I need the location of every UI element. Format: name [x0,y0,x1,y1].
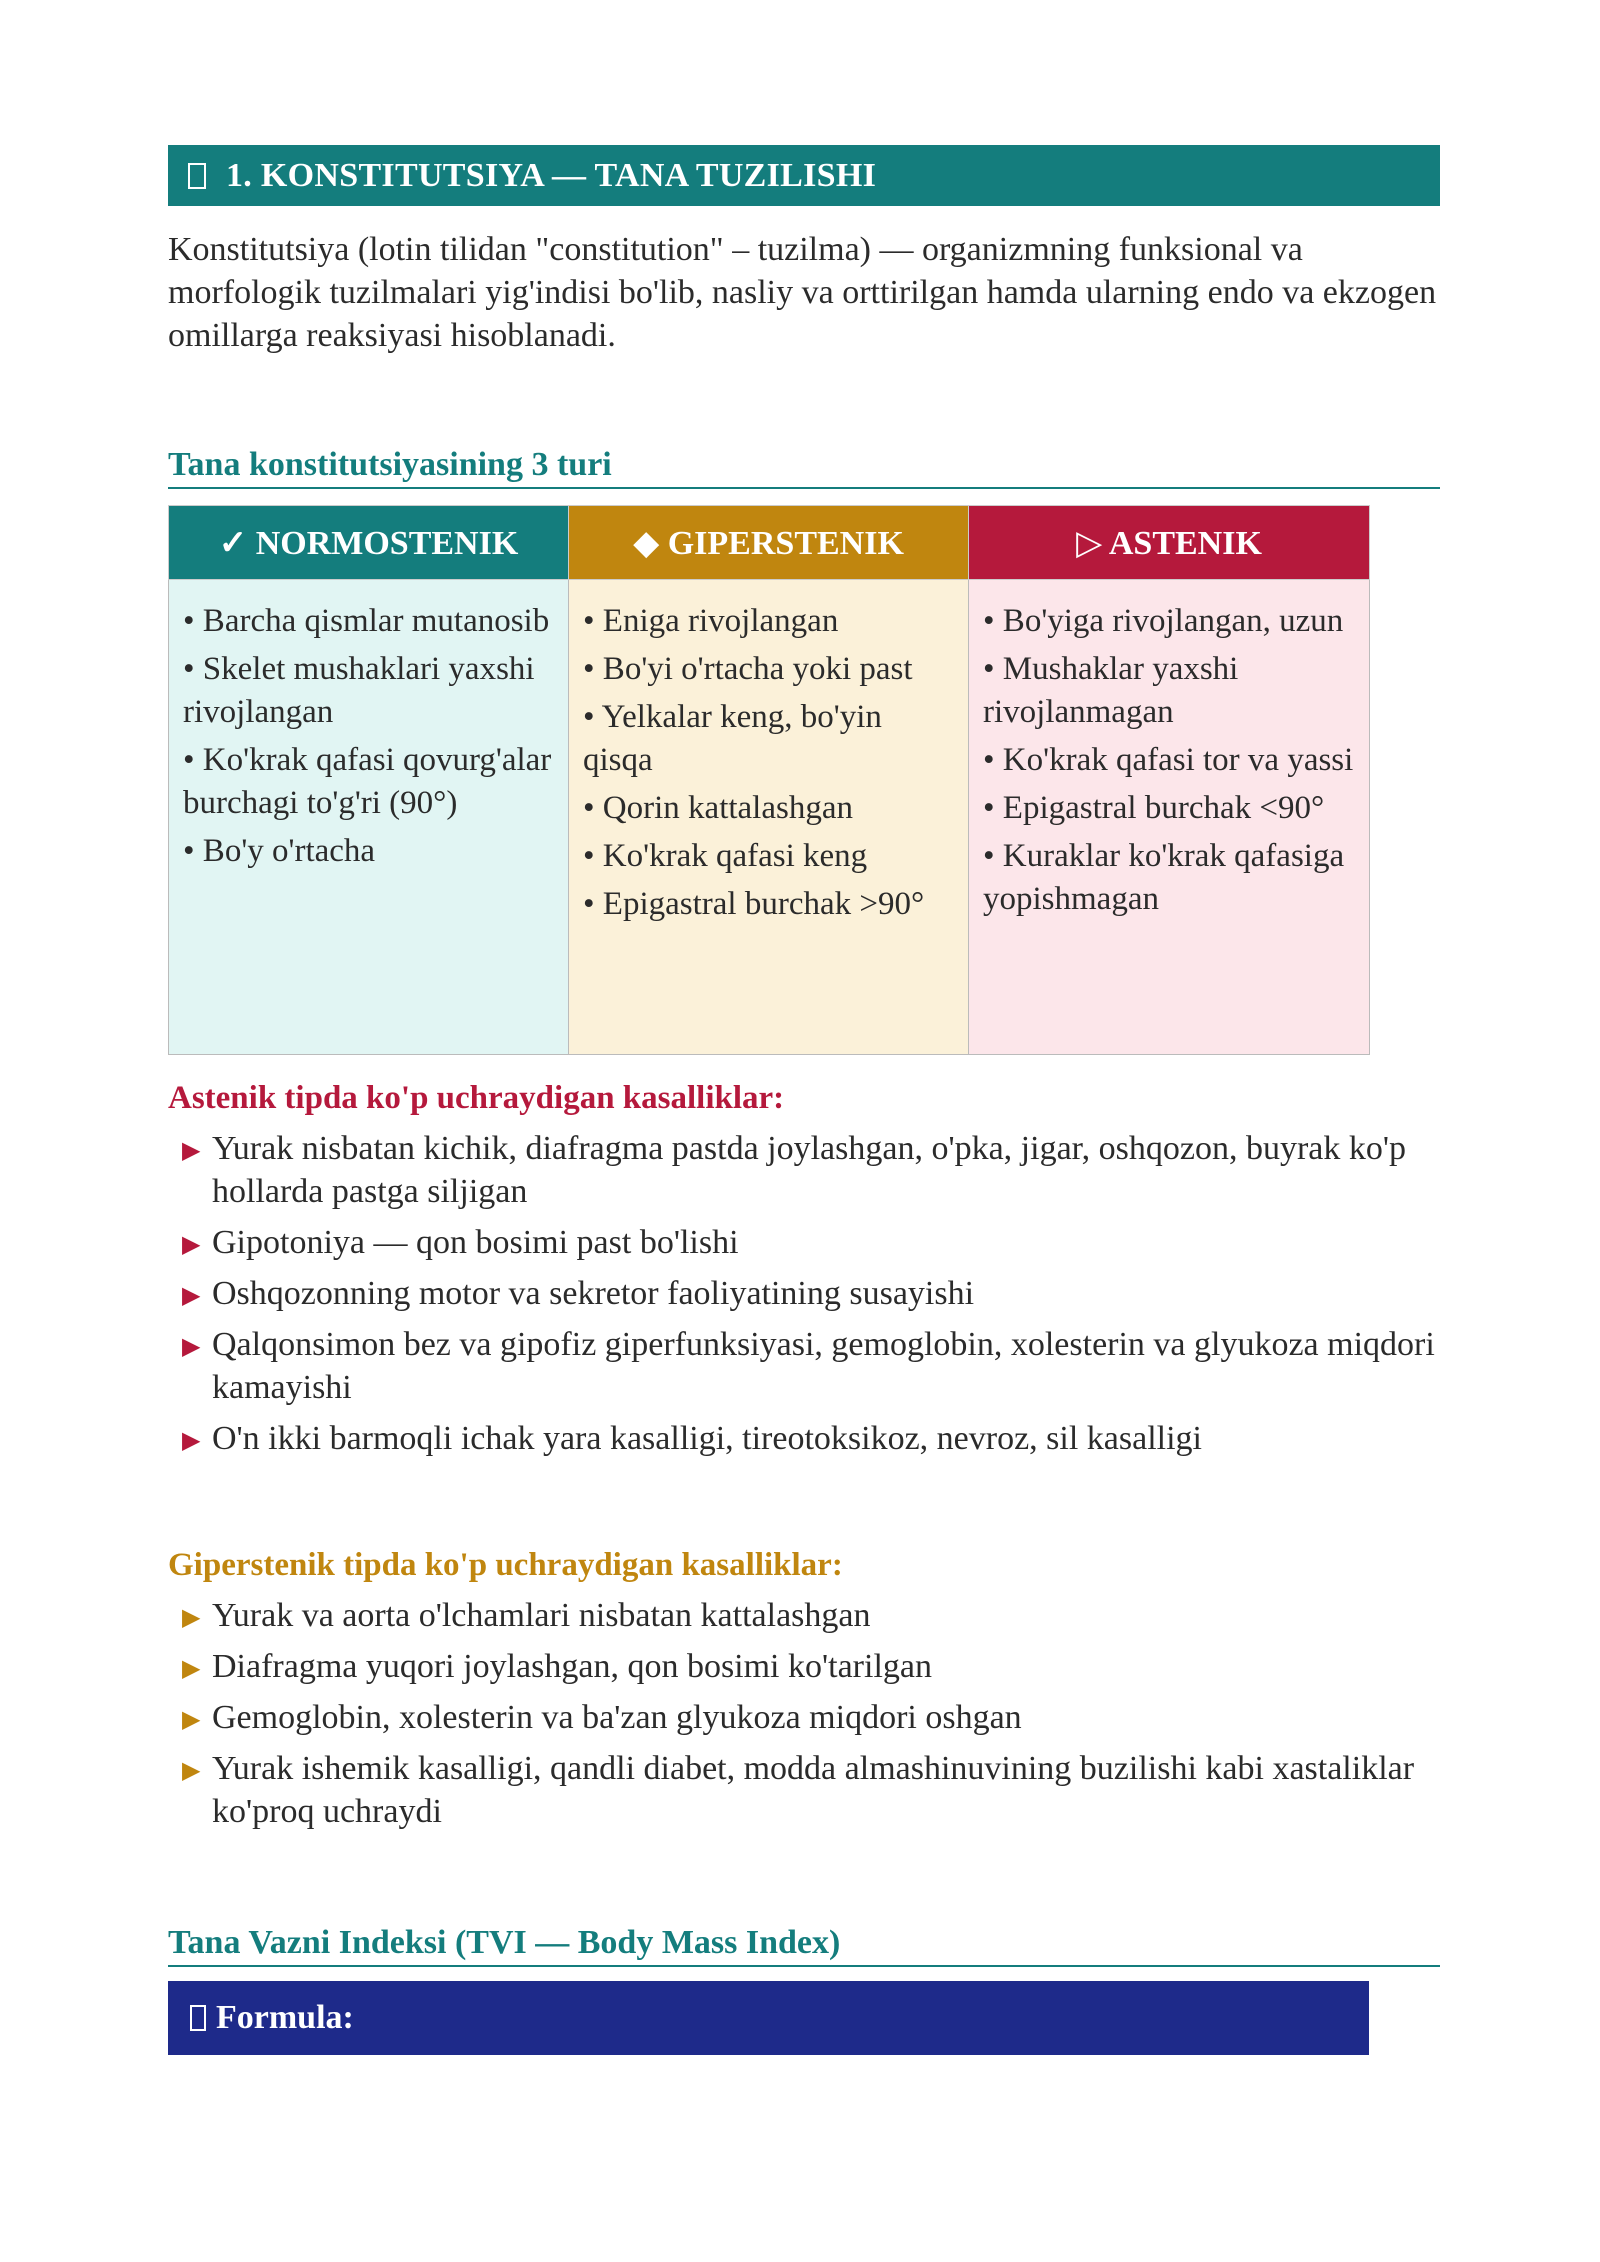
giperstenik-cell [569,580,969,1055]
normostenik-item: • Skelet mushaklari yaxshi rivojlangan [183,651,535,730]
list-item [168,1127,1440,1213]
giperstenik-diseases-list [168,1594,1440,1833]
astenik-item: • Mushaklar yaxshi rivojlanmagan [983,651,1239,730]
giperstenik-item: • Ko'krak qafasi keng [583,838,868,874]
giperstenik-item: • Bo'yi o'rtacha yoki past [583,651,913,687]
triangle-bullet-icon: ▶ [182,1334,201,1360]
astenik-item: • Bo'yiga rivojlangan, uzun [983,603,1344,639]
list-item [168,1417,1440,1460]
triangle-bullet-icon: ▶ [182,1656,201,1682]
list-item [168,1696,1440,1739]
astenik-item: • Ko'krak qafasi tor va yassi [983,742,1354,778]
missing-glyph-icon [190,2005,206,2031]
list-item-text: Yurak va aorta o'lchamlari nisbatan kattalashgan [212,1597,871,1634]
triangle-bullet-icon: ▶ [182,1138,201,1164]
giperstenik-item: • Eniga rivojlangan [583,603,839,639]
triangle-bullet-icon: ▶ [182,1232,201,1258]
astenik-header: ▷ ASTENIK [969,506,1370,580]
triangle-bullet-icon: ▶ [182,1758,201,1784]
giperstenik-item: • Qorin kattalashgan [583,790,853,826]
formula-label: Formula: [216,1999,354,2036]
normostenik-item: • Barcha qismlar mutanosib [183,603,550,639]
triangle-bullet-icon: ▶ [182,1707,201,1733]
bmi-heading: Tana Vazni Indeksi (TVI — Body Mass Index) [168,1923,1440,1967]
document-page [168,145,1440,2055]
list-item [168,1272,1440,1315]
normostenik-cell [169,580,569,1055]
giperstenik-item: • Epigastral burchak >90° [583,886,925,922]
list-item-text: Qalqonsimon bez va gipofiz giperfunksiyasi, gemoglobin, xolesterin va glyukoza miqdori kamayishi [212,1326,1435,1406]
constitution-types-table [168,505,1370,1055]
formula-box [168,1981,1369,2055]
giperstenik-item: • Yelkalar keng, bo'yin qisqa [583,699,882,778]
astenik-item: • Epigastral burchak <90° [983,790,1325,826]
astenik-diseases-title: Astenik tipda ko'p uchraydigan kasalliklar: [168,1080,785,1116]
list-item-text: Gemoglobin, xolesterin va ba'zan glyukoza miqdori oshgan [212,1699,1022,1736]
list-item-text: Diafragma yuqori joylashgan, qon bosimi ko'tarilgan [212,1648,932,1685]
astenik-cell [969,580,1370,1055]
normostenik-item: • Bo'y o'rtacha [183,833,376,869]
normostenik-header: ✓ NORMOSTENIK [169,506,569,580]
section-title: 1. KONSTITUTSIYA — TANA TUZILISHI [226,156,877,194]
normostenik-item: • Ko'krak qafasi qovurg'alar burchagi to'g'ri (90°) [183,742,552,821]
astenik-diseases-list [168,1127,1440,1460]
astenik-item: • Kuraklar ko'krak qafasiga yopishmagan [983,838,1345,917]
list-item-text: Yurak ishemik kasalligi, qandli diabet, modda almashinuvining buzilishi kabi xastaliklar ko'proq uchraydi [212,1750,1415,1830]
list-item-text: Yurak nisbatan kichik, diafragma pastda joylashgan, o'pka, jigar, oshqozon, buyrak ko'p hollarda pastga siljigan [212,1130,1406,1210]
triangle-bullet-icon: ▶ [182,1428,201,1454]
intro-paragraph: Konstitutsiya (lotin tilidan "constitution" – tuzilma) — organizmning funksional va morfologik tuzilmalari yig'indisi bo'lib, nasliy va orttirilgan hamda ularning endo va ekzogen omillarga reaksiyasi hisoblanadi. [168,231,1437,354]
missing-glyph-icon [188,163,206,189]
list-item-text: Oshqozonning motor va sekretor faoliyatining susayishi [212,1275,975,1312]
types-heading: Tana konstitutsiyasining 3 turi [168,445,1440,489]
list-item [168,1323,1440,1409]
section-banner [168,145,1440,206]
list-item [168,1645,1440,1688]
list-item [168,1594,1440,1637]
giperstenik-header: ◆ GIPERSTENIK [569,506,969,580]
triangle-bullet-icon: ▶ [182,1283,201,1309]
list-item-text: Gipotoniya — qon bosimi past bo'lishi [212,1224,739,1261]
triangle-bullet-icon: ▶ [182,1605,201,1631]
list-item [168,1747,1440,1833]
giperstenik-diseases-title: Giperstenik tipda ko'p uchraydigan kasalliklar: [168,1547,843,1583]
list-item-text: O'n ikki barmoqli ichak yara kasalligi, tireotoksikoz, nevroz, sil kasalligi [212,1420,1203,1457]
list-item [168,1221,1440,1264]
